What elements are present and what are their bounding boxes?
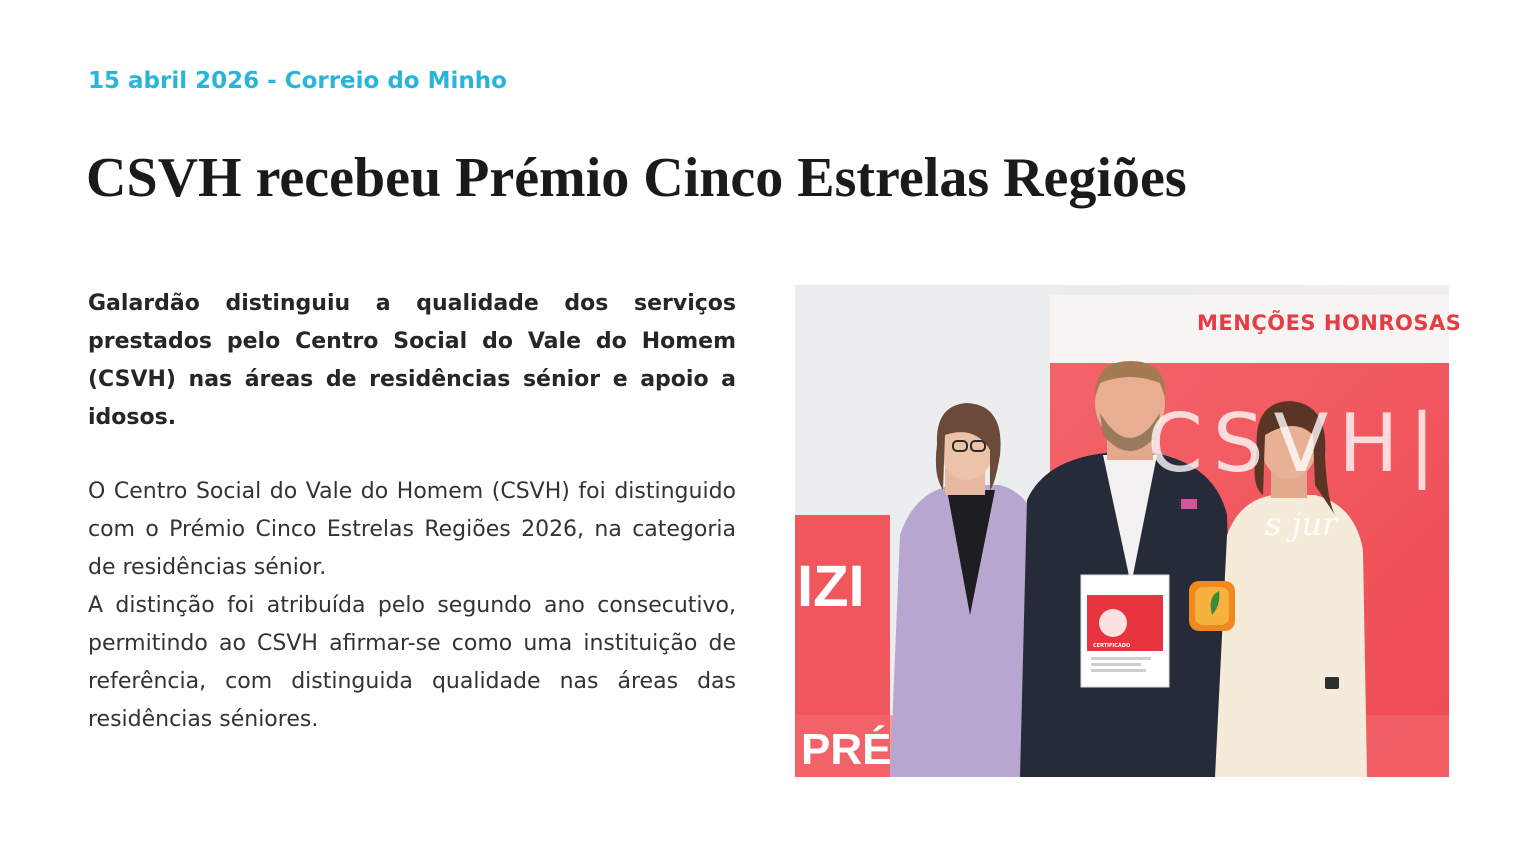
banner-top-text: MENÇÕES HONROSAS [1197, 311, 1462, 335]
body-paragraph-1: O Centro Social do Vale do Homem (CSVH) foi distinguido com o Prémio Cinco Estrelas Regiões 2026, na categoria de residências sénior. [88, 479, 736, 580]
banner-script-text: s jur [1265, 505, 1338, 543]
article-lead: Galardão distinguiu a qualidade dos serviços prestados pelo Centro Social do Vale do Homem (CSVH) nas áreas de residências sénior e apoio a idosos. [88, 291, 736, 430]
dateline: 15 abril 2026 - Correio do Minho [88, 68, 507, 94]
article-headline: CSVH recebeu Prémio Cinco Estrelas Regiões [86, 147, 1187, 209]
banner-left-text: IZI [797, 554, 865, 619]
banner-bottom-text: PRÉ [801, 725, 892, 774]
body-paragraph-2: A distinção foi atribuída pelo segundo ano consecutivo, permitindo ao CSVH afirmar-se como uma instituição de referência, com distinguida qualidade nas áreas das residências séniores. [88, 593, 736, 732]
banner-main-text: CSVH|2 [1147, 397, 1507, 490]
award-photo-illustration [795, 285, 1449, 777]
certificate-label: CERTIFICADO [1093, 643, 1131, 649]
certificate [1081, 575, 1169, 687]
trophy [1189, 581, 1235, 631]
article-body [88, 473, 736, 739]
award-photo [795, 285, 1507, 777]
